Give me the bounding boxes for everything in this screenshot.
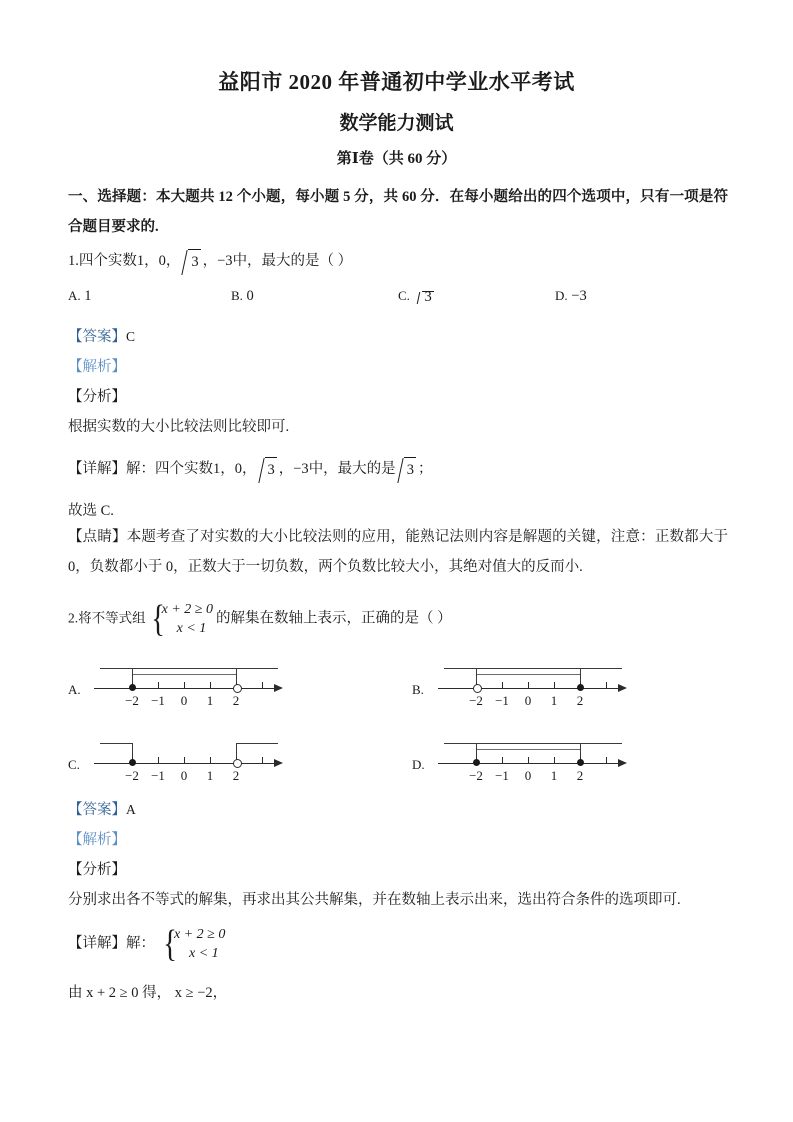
tick-mark [184,682,185,688]
axis-arrow-icon [274,684,283,692]
tick-label: 2 [576,768,584,783]
endpoint-open-icon [473,684,482,693]
q1-option-b[interactable] [231,288,254,305]
band-left-ray [100,743,132,744]
tick-mark [262,682,263,688]
q1-answer-label: 【答案】 [68,329,126,345]
tick-mark [502,757,503,763]
endpoint-filled-icon [473,759,480,766]
q2-choice-d-numberline [438,735,638,787]
q1-option-a-label: A. [68,288,81,303]
page-subtitle: 数学能力测试 [339,113,454,134]
q1-answer-paragraph [68,322,728,352]
axis-line [94,688,276,689]
q2-xiangjie-label: 【详解】 [68,935,126,952]
band-inner-line [476,674,580,675]
q1-jiexi-line [68,352,728,382]
tick-mark [210,682,211,688]
q1-fenxi-label: 【分析】 [68,389,126,405]
q1-option-d-value: −3 [571,288,587,304]
q2-fenxi-line [68,855,728,885]
tick-label: 2 [576,693,584,708]
q2-system-row2: x < 1 [176,621,207,636]
tick-label: 0 [180,693,188,708]
endpoint-open-icon [233,759,242,768]
q2-choice-b-label: B. [412,682,424,697]
tick-label: −1 [495,693,509,708]
q2-stem-line [68,600,728,638]
instruction-text: 一、选择题：本大题共 12 个小题，每小题 5 分，共 60 分．在每小题给出的四个选项中，只有一项是符合题目要求的. [68,189,728,235]
q1-dianjing-label: 【点睛】 [68,529,127,545]
tick-mark [262,757,263,763]
q2-fenxi-text: 分别求出各不等式的解集，再求出其公共解集，并在数轴上表示出来，选出符合条件的选项即可. [68,892,681,908]
q2-fenxi-body [68,885,728,915]
page-title: 益阳市 2020 年普通初中学业水平考试 [218,70,575,94]
tick-label: −2 [469,768,483,783]
section-title: 第Ⅰ卷（共 60 分） [336,151,457,167]
instruction-block [68,182,728,242]
q2-final-block [68,978,728,1008]
q2-choice-d-label: D. [412,757,425,772]
q2-stem-prefix: 2.将不等式组 [68,610,146,626]
q2-final-line: 由 x + 2 ≥ 0 得， x ≥ −2， [68,985,228,1001]
tick-label: 0 [524,768,532,783]
endpoint-open-icon [233,684,242,693]
q1-fenxi-text: 根据实数的大小比较法则比较即可. [68,419,290,435]
q2-xiangjie-row1: x + 2 ≥ 0 [174,927,226,942]
tick-label: −2 [125,768,139,783]
q2-inequality-system [149,600,213,638]
q2-xiangjie-row2: x < 1 [189,946,219,961]
tick-mark [184,757,185,763]
q2-choice-c[interactable] [68,735,388,793]
q1-option-c-label: C. [398,288,410,303]
axis-line [438,688,620,689]
q1-xiangjie-label: 【详解】 [68,461,126,477]
q1-stem-line: 1.四个实数1，0， 3 ，−3中，最大的是（ ） [68,246,728,276]
q1-fenxi-line [68,382,728,412]
q1-option-a-value: 1 [84,288,92,304]
q1-options-row [68,288,728,314]
endpoint-filled-icon [129,684,136,691]
endpoint-filled-icon [129,759,136,766]
q1-xiangjie-block [68,454,728,484]
q2-choice-d[interactable] [412,735,732,793]
q1-option-b-value: 0 [246,288,254,304]
tick-label: −1 [495,768,509,783]
tick-label: 1 [206,693,214,708]
left-brace-icon: { [150,598,165,640]
q2-choice-a[interactable] [68,660,388,718]
q1-xiangjie-line: 【详解】解：四个实数1，0， 3 ，−3中，最大的是 3 ； [68,454,728,484]
tick-label: −2 [469,693,483,708]
q1-xiangjie-b: 0 [234,461,242,477]
tick-label: 1 [206,768,214,783]
q1-option-d-label: D. [555,288,568,303]
q1-xiangjie-d: −3 [293,461,309,477]
tick-mark [528,757,529,763]
q2-choice-b-numberline [438,660,638,712]
q1-dianjing-paragraph [68,522,728,582]
endpoint-filled-icon [577,759,584,766]
q1-xiangjie-sqrt3-first: 3 [259,454,277,484]
tick-mark [210,757,211,763]
q1-dianjing-block [68,522,728,582]
tick-label: 2 [232,693,240,708]
tick-mark [606,682,607,688]
tick-label: 2 [232,768,240,783]
left-brace-icon: { [163,923,177,965]
axis-arrow-icon [618,684,627,692]
tick-mark [502,682,503,688]
q2-choice-c-numberline [94,735,294,787]
band-top-line [444,743,622,744]
q2-jiexi-line [68,825,728,855]
q1-answer-value: C [126,329,136,344]
q2-choice-a-numberline [94,660,294,712]
q2-xiangjie-block [68,925,728,963]
q1-xiangjie-end: ； [417,461,433,477]
q2-jiexi-label: 【解析】 [68,832,126,848]
q1-xiangjie-a: 1 [213,461,221,477]
q1-xiangjie-sqrt3-second: 3 [398,454,416,484]
band-inner-line [476,749,580,750]
q2-system-row1: x + 2 ≥ 0 [161,602,213,617]
q1-xiangjie-mid: 中，最大的是 [308,461,396,477]
q2-choice-c-label: C. [68,757,80,772]
tick-label: 0 [180,768,188,783]
question-1-stem [68,246,728,276]
tick-label: 1 [550,693,558,708]
q1-stem-a: 1 [136,253,145,269]
tick-label: −1 [151,693,165,708]
band-inner-line [132,674,236,675]
q1-option-c[interactable] [398,288,436,305]
q1-stem-d: −3 [217,253,233,269]
q1-stem-prefix: 1.四个实数 [68,253,137,269]
tick-label: 0 [524,693,532,708]
tick-mark [158,682,159,688]
question-2-stem [68,600,728,638]
q2-fenxi-label: 【分析】 [68,862,126,878]
q1-jiexi-label: 【解析】 [68,359,126,375]
q2-answer-label: 【答案】 [68,802,126,818]
axis-arrow-icon [618,759,627,767]
q1-option-c-sqrt-icon: 3 [416,288,434,305]
q2-xiangjie-system [161,925,225,963]
tick-mark [554,757,555,763]
q1-answer-line [68,322,728,352]
q2-answer-value: A [126,802,136,817]
q1-stem-sqrt3: 3 [182,246,200,276]
q2-answer-paragraph [68,795,728,825]
tick-label: −2 [125,693,139,708]
tick-mark [554,682,555,688]
q1-option-d[interactable] [555,288,587,305]
endpoint-filled-icon [577,684,584,691]
q1-fenxi-body [68,412,728,442]
tick-mark [606,757,607,763]
axis-line [438,763,620,764]
q1-option-b-label: B. [231,288,243,303]
tick-label: −1 [151,768,165,783]
q1-xiangjie-prefix: 解：四个实数 [126,461,213,477]
tick-mark [528,682,529,688]
q1-conclusion: 故选 C. [68,503,114,519]
q1-option-a[interactable] [68,288,92,305]
band-top-line [444,668,622,669]
axis-arrow-icon [274,759,283,767]
band-right-ray [236,743,278,744]
q2-choice-a-label: A. [68,682,81,697]
tick-mark [158,757,159,763]
q2-answer-line [68,795,728,825]
q2-stem-suffix: 的解集在数轴上表示，正确的是（ ） [215,610,452,627]
q1-stem-b: 0 [158,253,166,269]
q1-dianjing-text: 本题考查了对实数的大小比较法则的应用，能熟记法则内容是解题的关键，注意：正数都大于 0，负数都小于 0，正数大于一切负数，两个负数比较大小，其绝对值大的反而小. [68,529,729,575]
q2-choice-b[interactable] [412,660,732,718]
q2-xiangjie-prefix: 解： [126,935,155,952]
q1-stem-suffix: 中，最大的是（ ） [232,253,353,269]
axis-line [94,763,276,764]
q2-xiangjie-line [68,925,728,963]
band-top-line [100,668,278,669]
tick-label: 1 [550,768,558,783]
